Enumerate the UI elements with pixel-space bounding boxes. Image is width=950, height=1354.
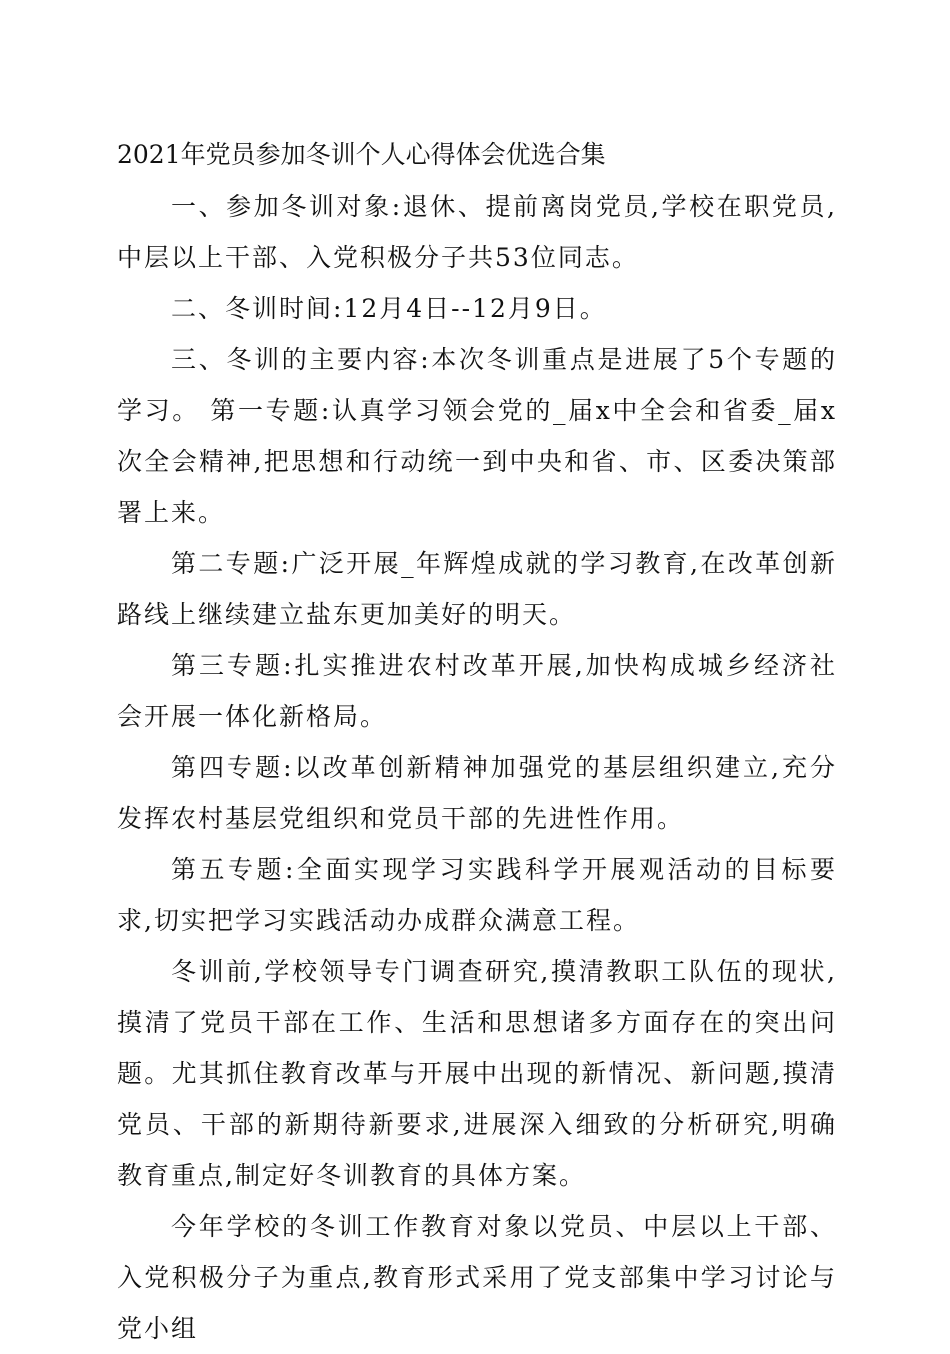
paragraph-participants: 一、参加冬训对象:退休、提前离岗党员,学校在职党员,中层以上干部、入党积极分子共53位同志。 xyxy=(117,192,837,272)
paragraph-topic-three: 第三专题:扎实推进农村改革开展,加快构成城乡经济社会开展一体化新格局。 xyxy=(117,651,837,731)
paragraph-main-content: 三、冬训的主要内容:本次冬训重点是进展了5个专题的学习。 第一专题:认真学习领会党的_届x中全会和省委_届x次全会精神,把思想和行动统一到中央和省、市、区委决策部署上来。 xyxy=(117,345,837,527)
paragraph-topic-five: 第五专题:全面实现学习实践科学开展观活动的目标要求,切实把学习实践活动办成群众满意工程。 xyxy=(117,855,837,935)
paragraph-education-format: 今年学校的冬训工作教育对象以党员、中层以上干部、入党积极分子为重点,教育形式采用了党支部集中学习讨论与党小组 xyxy=(117,1212,837,1343)
paragraph-schedule: 二、冬训时间:12月4日--12月9日。 xyxy=(171,294,607,323)
paragraph-preparation: 冬训前,学校领导专门调查研究,摸清教职工队伍的现状,摸清了党员干部在工作、生活和思想诸多方面存在的突出问题。尤其抓住教育改革与开展中出现的新情况、新问题,摸清党员、干部的新期待新要求,进展深入细致的分析研究,明确教育重点,制定好冬训教育的具体方案。 xyxy=(117,957,837,1190)
document-title: 2021年党员参加冬训个人心得体会优选合集 xyxy=(117,140,606,169)
paragraph-topic-four: 第四专题:以改革创新精神加强党的基层组织建立,充分发挥农村基层党组织和党员干部的先进性作用。 xyxy=(117,753,837,833)
paragraph-topic-two: 第二专题:广泛开展_年辉煌成就的学习教育,在改革创新路线上继续建立盐东更加美好的明天。 xyxy=(117,549,837,629)
document-body xyxy=(117,133,837,1354)
